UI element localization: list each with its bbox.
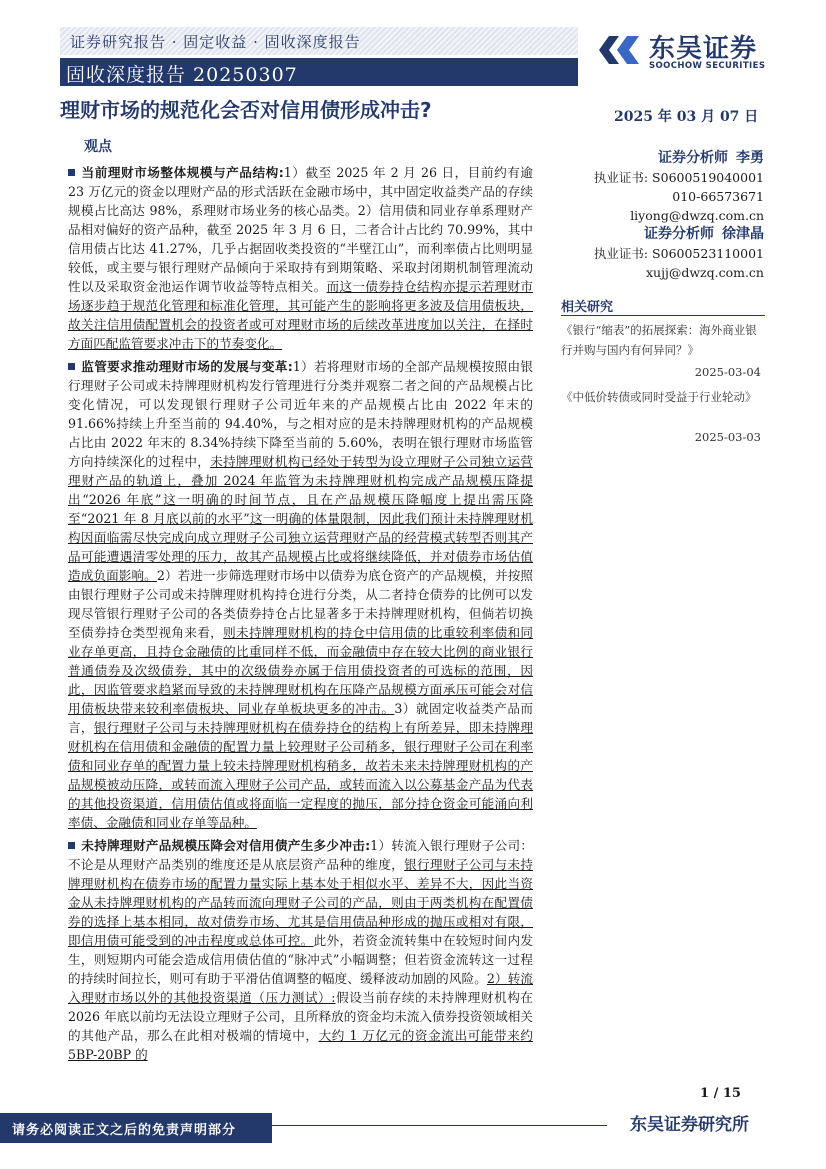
- paragraph-underlined: 而这一债券持仓结构亦提示若理财市场逐步趋于规范化管理和标准化管理，其可能产生的影响将更多波及信用债板块，故关注信用债配置机会的投资者或可对理财市场的后续改革进度加以关注，在择时方面匹配监管要求冲击下的节奏变化。: [68, 279, 534, 351]
- paragraph-text: 假设当前存续的未持牌理财机构在 2026 年底以前均无法设立理财子公司，且所释放的资金均未流入债券投资领域相关的其他产品，那么在此相对极端的情境中，: [68, 990, 533, 1043]
- paragraph-underlined: 银行理财子公司与未持牌理财机构在债券市场的配置力量实际上基本处于相似水平、差异不大，因此当资金从未持牌理财机构的产品转而流向理财子公司的产品，则由于两类机构在配置债券的选择上基本相同，故对债券市场、尤其是信用债品种形成的抛压或相对有限，即信用债可能受到的冲击程度或总体可控。: [68, 857, 534, 948]
- related-item-1[interactable]: 《银行“缩表”的拓展探索：海外商业银行并购与国内有何异同？》: [561, 323, 757, 357]
- disclaimer-bar: [0, 1113, 272, 1143]
- paragraph-underlined: 则未持牌理财机构的持仓中信用债的比重较利率债和同业存单更高，且持仓金融债的比重同样不低，而金融债中存在较大比例的商业银行普通债券及次级债券，其中的次级债券亦属于信用债投资者的可选标的范围，因此，因监管要求趋紧而导致的未持牌理财机构在压降产品规模方面承压可能会对信用债板块带来较利率债板块、同业存单板块更多的冲击。: [68, 625, 534, 716]
- report-type: 固收深度报告 20250307: [66, 64, 298, 86]
- breadcrumb: 证券研究报告 · 固定收益 · 固收深度报告: [70, 33, 361, 51]
- paragraph-text: 1）转流入银行理财子公司：: [370, 838, 533, 853]
- analyst-name: 徐津晶: [722, 226, 764, 242]
- related-research-title: 相关研究: [561, 300, 614, 315]
- logo-mark-icon: [595, 30, 643, 70]
- analyst-role: 证券分析师: [658, 150, 729, 166]
- paragraph-text: 不论是从理财产品类别的维度还是从底层资产品种的维度，: [68, 857, 405, 872]
- cert-label: 执业证书:: [593, 246, 649, 261]
- cert-label: 执业证书:: [593, 170, 649, 185]
- report-date: 2025 年 03 月 07 日: [614, 109, 759, 125]
- footer-brand: 东吴证券研究所: [630, 1115, 749, 1135]
- analyst-phone: 010-66573671: [672, 189, 764, 204]
- paragraph-underlined: 银行理财子公司与未持牌理财机构在债券持仓的结构上有所差异，即未持牌理财机构在信用债和金融债的配置力量上较理财子公司稍多，银行理财子公司在利率债和同业存单的配置力量上较未持牌理财机构稍多，故若未来未持牌理财机构的产品规模被动压降，或转而流入理财子公司产品，或转而流入以公募基金产品为代表的其他投资渠道，信用债估值或将面临一定程度的抛压，部分持仓资金可能涌向利率债、金融债和同业存单等品种。: [68, 720, 534, 830]
- logo-en: SOOCHOW SECURITIES: [649, 61, 766, 71]
- analyst-block-1: [580, 148, 764, 225]
- paragraph-underlined: 大约 1 万亿元的资金流出可能带来约 5BP-20BP 的: [68, 1028, 533, 1062]
- page-number: 1 / 15: [700, 1086, 741, 1101]
- paragraph-1: [68, 163, 533, 353]
- section-label-view: 观点: [84, 139, 112, 155]
- paragraph-text: 此外，若资金流转集中在较短时间内发生，则短期内可能会造成信用债估值的“脉冲式”小幅调整；但若资金流转这一过程的持续时间拉长，则可有助于平滑估值调整的幅度、缓释波动加剧的风险。: [68, 933, 534, 986]
- paragraph-underlined: 2）转流入理财市场以外的其他投资渠道（压力测试）:: [68, 971, 534, 1005]
- footer-rule: [272, 1125, 607, 1126]
- paragraph-text: 1）截至 2025 年 2 月 26 日，目前约有逾 23 万亿元的资金以理财产品的形式活跃在金融市场中，其中固定收益类产品的存续规模占比高达 98%，系理财市场业务的核心品类。2）信用债和同业存单系理财产品相对偏好的资产品种，截至 2025 年 3 月 6 日，二者合计占比约 70.99%，其中信用债占比达 41.27%，几乎占据固收类投资的“半壁江山”，而利率债占比则明显较低，或主要与银行理财产品倾向于采取持有到期策略、采取封闭期机制管理流动性以及采取资金池运作调节收益等特点相关。: [68, 165, 533, 294]
- paragraph-text: 1）若将理财市场的全部产品规模按照由银行理财子公司或未持牌理财机构发行管理进行分类并观察二者之间的产品规模占比变化情况，可以发现银行理财子公司近年来的产品规模占比由 2022 年末的 91.66%持续上升至当前的 94.40%，与之相对应的是未持牌理财机构的产品规模占比由 2022 年末的 8.34%持续下降至当前的 5.60%，表明在银行理财市场监管方向持续深化的过程中，: [68, 359, 533, 469]
- paragraph-lead: 监管要求推动理财市场的发展与变革:: [81, 359, 293, 374]
- bullet-icon: [68, 169, 75, 176]
- related-item-2[interactable]: 《中低价转债或同时受益于行业轮动》: [561, 390, 757, 404]
- paragraph-2: [68, 357, 533, 832]
- report-title: 理财市场的规范化会否对信用债形成冲击?: [60, 98, 432, 122]
- cert-number: S0600523110001: [652, 246, 764, 261]
- paragraph-text: 2）若进一步筛选理财市场中以债券为底仓资产的产品规模，并按照由银行理财子公司或未持牌理财机构持仓进行分类，从二者持仓债券的比例可以发现尽管银行理财子公司的各类债券持仓占比显著多于未持牌理财机构，但倘若切换至债券持仓类型视角来看，: [68, 568, 533, 640]
- related-item-1-date: 2025-03-04: [694, 365, 761, 379]
- related-divider: [561, 315, 765, 316]
- bullet-icon: [68, 842, 75, 849]
- header-report-type-band: [60, 58, 578, 86]
- paragraph-lead: 当前理财市场整体规模与产品结构:: [81, 165, 284, 180]
- analyst-role: 证券分析师: [644, 226, 715, 242]
- paragraph-lead: 未持牌理财产品规模压降会对信用债产生多少冲击:: [81, 838, 371, 853]
- disclaimer-text: 请务必阅读正文之后的免责声明部分: [12, 1123, 237, 1138]
- paragraph-underlined: 未持牌理财机构已经处于转型为设立理财子公司独立运营理财产品的轨道上，叠加 2024 年监管为未持牌理财机构完成产品规模压降提出“2026 年底”这一明确的时间节点，且在产品规模压降幅度上提出需压降至“2021 年 8 月底以前的水平”这一明确的体量限制，因此我们预计未持牌理财机构因面临需尽快完成向成立理财子公司独立运营理财产品的经营模式转型否则其产品可能遭遇清零处理的压力，故其产品规模占比或将继续降低，并对债券市场估值造成负面影响。: [68, 454, 534, 583]
- analyst-name: 李勇: [736, 150, 764, 166]
- analyst-email[interactable]: liyong@dwzq.com.cn: [630, 208, 764, 223]
- analyst-email[interactable]: xujj@dwzq.com.cn: [645, 265, 764, 280]
- paragraph-3: [68, 836, 533, 1064]
- logo-cn: 东吴证券: [649, 34, 758, 64]
- brand-logo: [595, 28, 775, 72]
- bullet-icon: [68, 363, 75, 370]
- related-item-2-date: 2025-03-03: [694, 430, 761, 444]
- header-breadcrumb-band: [60, 27, 578, 55]
- paragraph-text: 3）就固定收益类产品而言，: [68, 701, 534, 735]
- cert-number: S0600519040001: [652, 170, 764, 185]
- analyst-block-2: [580, 224, 764, 282]
